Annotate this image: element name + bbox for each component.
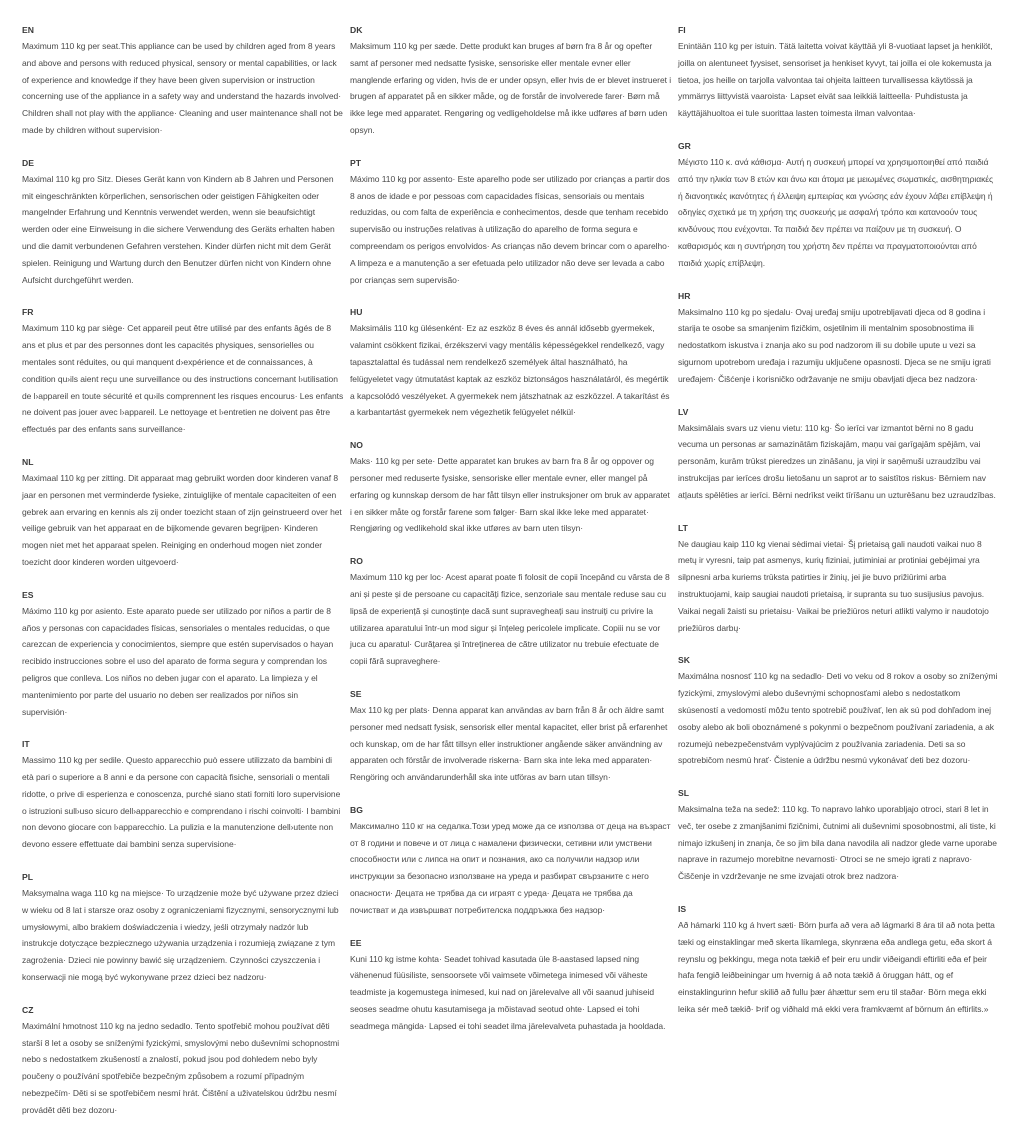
text-column	[22, 22, 344, 1135]
language-section-lt	[678, 520, 1000, 637]
safety-text: Maksimalna teža na sedež: 110 kg. To napravo lahko uporabljajo otroci, stari 8 let in več, ter osebe z zmanjšanimi fizičnimi, čutnimi ali duševnimi sposobnostmi, ali tiste, ki nimajo izkušenj in znanja, če so jim bila dana navodila ali nadzor glede varne uporabe naprave in razumejo morebitne nevarnosti· Otroci se ne smejo igrati z napravo· Čiščenje in vzdrževanje ne sme izvajati otrok brez nadzora·	[678, 804, 997, 882]
safety-text: Maximum 110 kg per loc· Acest aparat poate fi folosit de copii începând cu vârsta de 8 ani și peste și de persoane cu capacități fizice, senzoriale sau mentale reduse sau cu lipsă de experiență și cunoștințe dacă sunt supravegheați sau instruiți cu privire la utilizarea aparatului într-un mod sigur și înțeleg pericolele implicate. Copiii nu se vor juca cu aparatul· Curățarea și întreținerea de către utilizator nu trebuie efectuate de copii fără supraveghere·	[350, 572, 670, 667]
safety-text: Maksimális 110 kg ülésenként· Ez az eszköz 8 éves és annál idősebb gyermekek, valamint csökkent fizikai, érzékszervi vagy mentális képességekkel rendelkező, vagy tapasztalattal és tudással nem rendelkező személyek által használható, ha felügyeletet vagy útmutatást kaptak az eszköz biztonságos használatáról, és megértik a kapcsolódó veszélyeket. A gyermekek nem játszhatnak az eszközzel. A takarítást és a karbantartást gyermekek nem végezhetik felügyelet nélkül·	[350, 323, 670, 418]
language-section-ee	[350, 935, 672, 1035]
language-section-pl	[22, 869, 344, 986]
language-section-sk	[678, 652, 1000, 769]
language-code: LT	[678, 522, 688, 533]
language-code: BG	[350, 804, 363, 815]
language-code: SL	[678, 788, 689, 799]
language-code: SK	[678, 655, 690, 666]
language-section-cz	[22, 1002, 344, 1119]
language-section-es	[22, 587, 344, 721]
safety-text: Maximaal 110 kg per zitting. Dit apparaat mag gebruikt worden door kinderen vanaf 8 jaar en personen met verminderde fysieke, zintuiglijke of mentale capaciteiten of een gebrek aan ervaring en kennis als zij onder toezicht staan of zijn geinstrueerd over het veilige gebruik van het apparaat en de bijkomende gevaren begrijpen· Kinderen mogen niet met het apparaat spelen. Reiniging en onderhoud mogen niet zonder toezicht door kinderen worden uitgevoerd·	[22, 472, 342, 567]
safety-text: Μέγιστο 110 κ. ανά κάθισμα· Αυτή η συσκευή μπορεί να χρησιμοποιηθεί από παιδιά από την ηλικία των 8 ετών και άνω και άτομα με μειωμένες σωματικές, αισθητηριακές ή διανοητικές ικανότητες ή έλλειψη εμπειρίας και γνώσης εάν έχουν λάβει επίβλεψη ή οδηγίες σχετικά με τη χρήση της συσκευής με ασφαλή τρόπο και κατανοούν τους κινδύνους που ενέχονται. Τα παιδιά δεν πρέπει να παίζουν με τη συσκευή. Ο καθαρισμός και η συντήρηση του χρήστη δεν πρέπει να πραγματοποιούνται από παιδιά χωρίς επίβλεψη.	[678, 156, 994, 268]
language-section-ro	[350, 553, 672, 670]
language-code: PT	[350, 157, 361, 168]
text-column	[678, 22, 1000, 1034]
language-section-is	[678, 901, 1000, 1018]
language-code: HU	[350, 307, 363, 318]
safety-text: Maximálna nosnosť 110 kg na sedadlo· Deti vo veku od 8 rokov a osoby so zníženými fyzickými, zmyslovými alebo duševnými schopnosťami alebo s nedostatkom skúseností a vedomostí môžu tento spotrebič používať, len ak sú pod dohľadom inej osoby alebo ak boli oboznámené s pokynmi o bezpečnom používaní zariadenia, a ak rozumejú nebezpečenstvám vyplývajúcim z používania zariadenia. Deti sa so spotrebičom nesmú hrať· Čistenie a údržbu nesmú vykonávať deti bez dozoru·	[678, 671, 998, 766]
safety-text: Максимално 110 кг на седалка.Този уред може да се използва от деца на възраст от 8 години и повече и от лица с намалени физически, сетивни или умствени способности или с липса на опит и познания, ако са получили надзор или инструкции за безопасно използване на уреда и разбират свързаните с него опасности· Децата не трябва да си играят с уреда· Децата не трябва да почистват и да извършват потребителска поддръжка без надзор·	[350, 820, 671, 915]
language-code: FI	[678, 25, 686, 35]
language-code: EN	[22, 25, 34, 35]
language-code: LV	[678, 406, 689, 417]
language-code: IS	[678, 904, 687, 915]
language-code: DE	[22, 157, 34, 168]
language-code: SE	[350, 688, 362, 699]
language-section-se	[350, 686, 672, 786]
language-code: GR	[678, 140, 691, 151]
language-section-it	[22, 736, 344, 853]
text-column	[350, 22, 672, 1051]
language-section-bg	[350, 802, 672, 919]
language-section-no	[350, 437, 672, 537]
safety-text: Massimo 110 kg per sedile. Questo apparecchio può essere utilizzato da bambini di età pari o superiore a 8 anni e da persone con capacità fisiche, sensoriali o mentali ridotte, o prive di esperienza e conoscenza, purché siano stati forniti loro supervisione o istruzioni sull›uso sicuro dell›apparecchio e comprendano i rischi coinvolti· I bambini non devono giocare con l›apparecchio. La pulizia e la manutenzione dell›utente non devono essere effettuate dai bambini senza supervisione·	[22, 755, 341, 850]
safety-text: Ne daugiau kaip 110 kg vienai sėdimai vietai· Šį prietaisą gali naudoti vaikai nuo 8 metų ir vyresni, taip pat asmenys, kurių fiziniai, jutiminiai ar protiniai gebėjimai yra silpnesni arba kuriems trūksta patirties ir žinių, jei jie buvo prižiūrimi arba instruktuojami, kaip saugiai naudoti prietaisą, ir supranta su tuo susijusius pavojus. Vaikai negali žaisti su prietaisu· Vaikai be priežiūros neturi atlikti valymo ir naudotojo priežiūros darbų·	[678, 538, 989, 633]
safety-text: Máximo 110 kg por assento· Este aparelho pode ser utilizado por crianças a partir dos 8 anos de idade e por pessoas com capacidades físicas, sensoriais ou mentais reduzidas, ou com falta de experiência e conhecimentos, desde que tenham recebido supervisão ou instruções relativas à utilização do aparelho de forma segura e compreendam os perigos envolvidos· As crianças não devem brincar com o aparelho· A limpeza e a manutenção a ser efetuada pelo utilizador não deve ser levada a cabo por crianças sem supervisão·	[350, 173, 670, 285]
language-section-de	[22, 155, 344, 289]
language-code: RO	[350, 556, 363, 567]
language-section-lv	[678, 404, 1000, 504]
safety-text: Kuni 110 kg istme kohta· Seadet tohivad kasutada üle 8-aastased lapsed ning vähenenud füüsiliste, sensoorsete või vaimsete võimetega inimesed või väheste teadmiste ja kogemustega inimesed, kui nad on järelevalve all või saanud juhiseid seoses seadme ohutu kasutamisega ja mõistavad seotud ohte· Lapsed ei tohi seadmega mängida· Lapsed ei tohi seadet ilma järelevalveta puhastada ja hooldada.	[350, 953, 666, 1031]
language-code: ES	[22, 589, 34, 600]
language-section-hu	[350, 304, 672, 421]
safety-text: Að hámarki 110 kg á hvert sæti· Börn þurfa að vera að lágmarki 8 ára til að nota þetta tæki og einstaklingar með skerta líkamlega, skynræna eða andlega getu, eða skort á reynslu og þekkingu, mega nota tækið ef þeir eru undir viðeigandi eftirliti eða ef þeir hafa fengið leiðbeiningar um hvernig á að nota tækið á öruggan hátt, og ef einstaklingurinn hefur skilið að fullu þær áhættur sem eru til staðar· Börn mega ekki leika sér með tækið· Þrif og viðhald má ekki vera framkvæmt af börnum án eftirlits.»	[678, 920, 995, 1015]
safety-text: Maks· 110 kg per sete· Dette apparatet kan brukes av barn fra 8 år og oppover og personer med reduserte fysiske, sensoriske eller mentale evner, eller mangel på erfaring og kunnskap dersom de har fått tilsyn eller instruksjoner om bruk av apparatet i en sikker måte og forstår farene som følger· Barn skal ikke leke med apparatet· Rengjøring og vedlikehold skal ikke utføres av barn uten tilsyn·	[350, 456, 670, 534]
language-section-sl	[678, 785, 1000, 885]
safety-text: Maksimālais svars uz vienu vietu: 110 kg· Šo ierīci var izmantot bērni no 8 gadu vecuma un personas ar samazinātām fiziskajām, maņu vai garīgajām spējām, vai personām, kurām trūkst pieredzes un zināšanu, ja viņi ir saņēmuši uzraudzību vai instrukcijas par ierīces drošu lietošanu un saprot ar to saistītos riskus· Bērniem nav atļauts spēlēties ar ierīci. Bērni nedrīkst veikt tīrīšanu un uzturēšanu bez uzraudzības.	[678, 422, 996, 500]
safety-text: Maksimalno 110 kg po sjedalu· Ovaj uređaj smiju upotrebljavati djeca od 8 godina i starija te osobe sa smanjenim fizičkim, osjetilnim ili mentalnim sposobnostima ili nedostatkom iskustva i znanja ako su pod nadzorom ili su dobile upute u vezi sa sigurnom upotrebom uređaja i razumiju uključene opasnosti. Djeca se ne smiju igrati uređajem· Čišćenje i korisničko održavanje ne smiju obavljati djeca bez nadzora·	[678, 306, 991, 384]
language-section-hr	[678, 288, 1000, 388]
safety-text: Enintään 110 kg per istuin. Tätä laitetta voivat käyttää yli 8-vuotiaat lapset ja henkilöt, joilla on alentuneet fyysiset, sensoriset ja henkiset kyvyt, tai joilla ei ole kokemusta ja tietoa, jos heille on tarjolla valvontaa tai ohjeita laitteen turvallisessa käytössä ja ymmärrys liittyvistä vaaroista· Lapset eivät saa leikkiä laitteella· Puhdistusta ja käyttäjähuoltoa ei tule suorittaa lasten toimesta ilman valvontaa·	[678, 41, 993, 119]
safety-text: Maksymalna waga 110 kg na miejsce· To urządzenie może być używane przez dzieci w wieku od 8 lat i starsze oraz osoby z ograniczeniami fizycznymi, sensorycznymi lub umysłowymi, albo brakiem doświadczenia i wiedzy, jeśli otrzymały nadzór lub instrukcje dotyczące bezpiecznego używania urządzenia i rozumieją związane z tym zagrożenia· Dzieci nie powinny bawić się urządzeniem. Czynności czyszczenia i konserwacji nie mogą być wykonywane przez dzieci bez nadzoru·	[22, 888, 339, 983]
safety-text: Máximo 110 kg por asiento. Este aparato puede ser utilizado por niños a partir de 8 años y personas con capacidades físicas, sensoriales o mentales reducidas, o que carezcan de experiencia y conocimientos, siempre que estén supervisados o hayan recibido instrucciones sobre el uso del aparato de forma segura y comprendan los peligros que conlleva. Los niños no deben jugar con el aparato. La limpieza y el mantenimiento por parte del usuario no deben ser realizados por niños sin supervisión·	[22, 605, 334, 717]
safety-text: Maximum 110 kg par siège· Cet appareil peut être utilisé par des enfants âgés de 8 ans et plus et par des personnes dont les capacités physiques, sensorielles ou mentales sont réduites, ou qui manquent d›expérience et de connaissances, à condition qu›ils aient reçu une surveillance ou des instructions concernant l›utilisation de l›appareil en toute sécurité et qu›ils comprennent les risques encourus· Les enfants ne doivent pas jouer avec l›appareil. Le nettoyage et l›entretien ne doivent pas être effectués par des enfants sans surveillance·	[22, 323, 344, 435]
language-code: HR	[678, 290, 691, 301]
safety-text: Maximum 110 kg per seat.This appliance can be used by children aged from 8 years and above and persons with reduced physical, sensory or mental capabilities, or lack of experience and knowledge if they have been given supervision or instruction concerning use of the appliance in a safety way and understand the hazards involved· Children shall not play with the appliance· Cleaning and user maintenance shall not be made by children without supervision·	[22, 41, 343, 135]
language-code: NL	[22, 456, 34, 467]
language-section-dk	[350, 22, 672, 139]
language-code: NO	[350, 440, 363, 451]
language-code: DK	[350, 25, 363, 35]
language-section-fr	[22, 304, 344, 438]
language-section-en	[22, 22, 344, 139]
language-code: PL	[22, 872, 33, 883]
safety-text: Maximální hmotnost 110 kg na jedno sedadlo. Tento spotřebič mohou používat děti starší 8 let a osoby se sníženými fyzickými, smyslovými nebo duševními schopnostmi nebo s nedostatkem zkušeností a znalostí, pokud jsou pod dohledem nebo byly poučeny o používání spotřebiče bezpečným způsobem a rozumí případným nebezpečím· Děti si se spotřebičem nesmí hrát. Čištění a uživatelskou údržbu nesmí provádět děti bez dozoru·	[22, 1020, 340, 1115]
language-code: FR	[22, 307, 34, 318]
language-code: IT	[22, 739, 30, 750]
safety-text: Maksimum 110 kg per sæde. Dette produkt kan bruges af børn fra 8 år og opefter samt af personer med nedsatte fysiske, sensoriske eller mentale evner eller manglende erfaring og viden, hvis de er under opsyn, eller hvis de er blevet instrueret i brugen af apparatet på en sikker måde, og de forstår de involverede farer· Børn må ikke lege med apparatet. Rengøring og vedligeholdelse må ikke udføres af børn uden opsyn.	[350, 41, 672, 135]
language-section-pt	[350, 155, 672, 289]
safety-text: Max 110 kg per plats· Denna apparat kan användas av barn från 8 år och äldre samt personer med nedsatt fysisk, sensorisk eller mental kapacitet, eller brist på erfarenhet och kunskap, om de har fått tillsyn eller instruktioner angående säker användning av apparaten och förstår de involverade riskerna· Barn ska inte leka med apparaten· Rengöring och användarunderhåll ska inte utföras av barn utan tillsyn·	[350, 704, 668, 783]
language-section-gr	[678, 138, 1000, 272]
language-section-nl	[22, 454, 344, 571]
safety-text: Maximal 110 kg pro Sitz. Dieses Gerät kann von Kindern ab 8 Jahren und Personen mit eingeschränkten körperlichen, sensorischen oder geistigen Fähigkeiten oder mangelnder Erfahrung und Kenntnis verwendet werden, wenn sie beaufsichtigt werden oder eine Einweisung in die sichere Verwendung des Geräts erhalten haben und die damit verbundenen Gefahren verstehen. Kinder dürfen nicht mit dem Gerät spielen. Reinigung und Wartung durch den Benutzer dürfen nicht von Kindern ohne Aufsicht durchgeführt werden.	[22, 173, 335, 285]
language-section-fi	[678, 22, 1000, 122]
language-code: EE	[350, 937, 362, 948]
language-code: CZ	[22, 1004, 34, 1015]
